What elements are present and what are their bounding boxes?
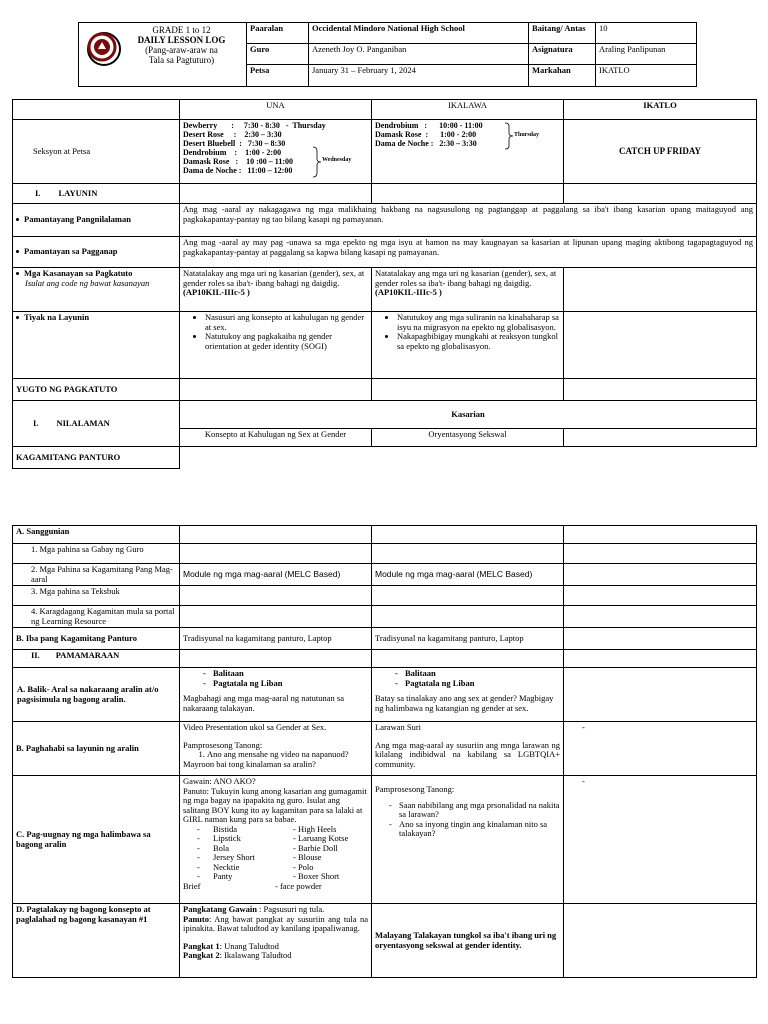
balik-una [180, 668, 372, 722]
pangnilalaman-label-text: Pamantayang Pangnilalaman [24, 214, 131, 225]
baitang-label: Baitang/ Antas [529, 23, 596, 44]
guro-label: Guro [247, 44, 309, 65]
header-table [78, 22, 697, 87]
pag-uugnay-ikalawa-tanong: Pamprosesong Tanong: [375, 784, 455, 795]
panuto-value: : Ang bawat pangkat ay susuriin ang tula na ipinakita. Bawat taludtod ay kanilang ipapaliwanag. [183, 913, 368, 934]
seksyon-ikalawa [372, 120, 564, 184]
nilalaman-number: I. [33, 417, 39, 428]
dll-sub2: Tala sa Pagtuturo) [148, 55, 215, 66]
paghahabi-una-text: Video Presentation ukol sa Gender at Sex. [183, 722, 327, 733]
tanong-item: - Ano sa inyong tingin ang kinalaman nito sa talakayan? [399, 820, 560, 839]
pagtalakay-una [180, 904, 372, 978]
kasanayan-una-code: (AP10KIL-IIIc-5 ) [183, 287, 250, 298]
tiyak-label-text: Tiyak na Layunin [24, 312, 90, 322]
nilalaman-ikalawa: Oryentasyong Sekswal [372, 429, 564, 447]
school-seal [87, 32, 121, 66]
nilalaman-heading [13, 401, 180, 447]
gawain-label: Pangkatang Gawain [183, 904, 257, 915]
tiyak-label [13, 312, 180, 379]
day-una: UNA [180, 100, 372, 120]
gawain-value: : Pagsusuri ng tula. [256, 904, 325, 915]
dll-sub1: (Pang-araw-araw na [145, 45, 218, 56]
paghahabi-ikalawa-text: Larawan Suri [375, 722, 422, 733]
balik-una-text: Magbahagi ang mga mag-aaral ng natutunan sa nakaraang talakayan. [183, 693, 344, 713]
markahan-value: IKATLO [596, 65, 697, 87]
pag-uugnay-ikatlo: - [564, 776, 757, 904]
item-right: - Laruang Kotse [293, 833, 349, 844]
kasanayan-ikalawa-text: Natatalakay ang mga uri ng kasarian (gender), sex, at gender roles sa iba't- ibang bahagi ng daigdig. [375, 268, 557, 288]
item-left: Bola [213, 842, 230, 853]
guro-value: Azeneth Joy O. Panganiban [309, 44, 529, 65]
pag-uugnay-una [180, 776, 372, 904]
layunin-heading [13, 184, 180, 204]
item-left: Panty [213, 871, 233, 882]
asignatura-label: Asignatura [529, 44, 596, 65]
seksyon-label: Seksyon at Petsa [13, 120, 180, 184]
nilalaman-una: Konsepto at Kahulugan ng Sex at Gender [180, 429, 372, 447]
layunin-label: LAYUNIN [58, 187, 98, 198]
pangnilalaman-label [13, 204, 180, 237]
paghahabi-ikalawa [372, 722, 564, 776]
schedule-line: Desert Rose : 2:30 – 3:30 [183, 129, 282, 139]
pag-uugnay-label: C. Pag-uugnay ng mga halimbawa sa bagong aralin [13, 776, 180, 904]
paghahabi-label: B. Paghahabi sa layunin ng aralin [13, 722, 180, 776]
kagamitang-pang-label: 2. Mga Pahina sa Kagamitang Pang Mag-aaral [13, 564, 180, 586]
header-title-cell [79, 23, 247, 87]
balik-bullet: - Pagtatala ng Liban [213, 679, 368, 689]
schedule-line: Damask Rose : 10 :00 – 11:00 [183, 156, 293, 166]
dll-title: DAILY LESSON LOG [137, 35, 226, 46]
balik-bullet: - Pagtatala ng Liban [405, 679, 560, 689]
pag-uugnay-gawain: Gawain: ANO AKO? [183, 776, 256, 787]
petsa-label: Petsa [247, 65, 309, 87]
teksbuk-label: 3. Mga pahina sa Teksbuk [13, 586, 180, 606]
tiyak-item: • Natutukoy ang mga suliranin na kinahaharap sa isyu na migrasyon na epekto ng globalisasyon. [397, 313, 560, 332]
kasanayan-ikalawa [372, 268, 564, 312]
brief-right: - face powder [275, 880, 322, 891]
kasanayan-una [180, 268, 372, 312]
kasanayan-label [13, 268, 180, 312]
panuto-label: Panuto [183, 913, 209, 924]
markahan-label: Markahan [529, 65, 596, 87]
lesson-table-top [12, 99, 757, 469]
brief-left: Brief [183, 880, 201, 891]
item-dash: - [197, 871, 200, 882]
schedule-line: Dendrobium : 1:00 - 2:00 [183, 147, 282, 157]
pagganap-text: Ang mag -aaral ay may pag -unawa sa mga epekto ng mga isyu at hamon na may kaugnayan sa kasarian at lipunan upang maging aktibong tagapagtaguyod ng pagkakapantay-pantay at paggalang sa kapwa bilang kasapi ng pamayanan. [180, 237, 757, 268]
nilalaman-label: NILALAMAN [56, 417, 110, 428]
tiyak-item: • Natutukoy ang pagkakaiba ng gender orientation at geder identity (SOGI) [205, 332, 368, 351]
gabay-label: 1. Mga pahina sa Gabay ng Guro [13, 544, 180, 564]
pamamaraan-heading [13, 650, 180, 668]
schedule-line: Dewberry : 7:30 - 8:30 - Thursday [183, 121, 326, 130]
asignatura-value: Araling Panlipunan [596, 44, 697, 65]
day-ikalawa: IKALAWA [372, 100, 564, 120]
kasarian-label: Kasarian [180, 401, 757, 429]
paghahabi-una-extra: Mayroon bai tong kinalaman sa aralin? [183, 758, 316, 769]
pangkat2-value: : Ikalawang Taludtod [219, 950, 292, 961]
bracket-una-label: Wednesday [322, 157, 352, 163]
iba-pang-una: Tradisyunal na kagamitang panturo, Laptop [180, 628, 372, 650]
pagtalakay-label: D. Pagtalakay ng bagong konsepto at paglalahad ng bagong kasanayan #1 [13, 904, 180, 978]
schedule-line: Dama de Noche : 11:00 – 12:00 [183, 165, 293, 175]
kasanayan-label-text: Mga Kasanayan sa Pagkatuto [24, 268, 133, 278]
schedule-line: Damask Rose : 1:00 - 2:00 [375, 129, 477, 139]
balik-ikalawa [372, 668, 564, 722]
kagamitang-una: Module ng mga mag-aaral (MELC Based) [180, 564, 372, 586]
item-dash: - [197, 823, 200, 834]
pag-uugnay-panuto: Panuto: Tukuyin kung anong kasarian ang gumagamit ng mga bagay na ipapakita ng guro. Isulat ang salitang BOY kung ito ay kagamitan para sa lalaki at GIRL naman kung para sa babae. [183, 785, 367, 825]
tiyak-una [180, 312, 372, 379]
item-dash: - [197, 833, 200, 844]
grade-text: GRADE 1 to 12 [152, 25, 211, 35]
paghahabi-item: 1. Ano ang mensahe ng video na napanuod? [207, 750, 368, 760]
kagamitang-ikalawa: Module ng mga mag-aaral (MELC Based) [372, 564, 564, 586]
bracket-ikalawa-label: Thursday [514, 132, 540, 138]
balik-ikalawa-text: Batay sa tinalakay ano ang sex at gender? Magbigay ng halimbawa ng katangian ng gender at sex. [375, 693, 554, 713]
balik-bullet: - Balitaan [213, 669, 368, 679]
schedule-line: Desert Bluebell : 7:30 – 8:30 [183, 138, 286, 148]
pagganap-label [13, 237, 180, 268]
item-dash: - [197, 842, 200, 853]
sanggunian-label: A. Sanggunian [13, 526, 180, 544]
item-right: - High Heels [293, 823, 337, 834]
balik-label: A. Balik- Aral sa nakaraang aralin at/o pagsisimula ng bagong aralin. [13, 668, 180, 722]
paghahabi-una-tanong: Pamprosesong Tanong: [183, 739, 263, 750]
seksyon-una [180, 120, 372, 184]
layunin-number: I. [35, 187, 41, 198]
item-dash: - [197, 852, 200, 863]
item-left: Jersey Short [213, 852, 255, 863]
schedule-line: Dama de Noche : 2:30 – 3:30 [375, 138, 477, 148]
pamamaraan-number: II. [31, 650, 40, 661]
kasanayan-ikalawa-code: (AP10KIL-IIIc-5 ) [375, 287, 442, 298]
iba-pang-label: B. Iba pang Kagamitang Panturo [13, 628, 180, 650]
tanong-item: - Saan nabibilang ang mga prsonalidad na nakita sa larawan? [399, 801, 560, 820]
item-dash: - [197, 861, 200, 872]
schedule-line: Dendrobium : 10:00 - 11:00 [375, 121, 483, 130]
item-left: Necktie [213, 861, 240, 872]
paaralan-value: Occidental Mindoro National High School [309, 23, 529, 44]
pangkat2-label: Pangkat 2 [183, 950, 220, 961]
balik-bullet: - Balitaan [405, 669, 560, 679]
lesson-table-bottom [12, 525, 757, 978]
item-right: - Polo [293, 861, 314, 872]
petsa-value: January 31 – February 1, 2024 [309, 65, 529, 87]
paghahabi-una [180, 722, 372, 776]
paaralan-label: Paaralan [247, 23, 309, 44]
day-ikatlo: IKATLO [564, 100, 757, 120]
item-right: - Blouse [293, 852, 322, 863]
item-left: Bistida [213, 823, 238, 834]
paghahabi-ikalawa-body: Ang mga mag-aaral ay susuriin ang mnga larawan ng kilalang indibidwal na kabilang sa LGBTQIA+ community. [375, 739, 560, 769]
pangkat1-label: Pangkat 1 [183, 940, 220, 951]
pangnilalaman-text: Ang mag -aaral ay nakagagawa ng mga malikhaing hakbang na nagsusulong ng pagtanggap at paggalang sa iba't ibang kasarian upang maitaguyod ang pagkakapantay-pantay ng tao bilang kasapi ng pamayanan. [180, 204, 757, 237]
iba-pang-ikalawa: Tradisyunal na kagamitang panturo, Laptop [372, 628, 564, 650]
pagtalakay-ikalawa: Malayang Talakayan tungkol sa iba't ibang uri ng oryentasyong sekswal at gender identity. [372, 904, 564, 978]
tiyak-item: • Nakapagbibigay mungkahi at reaksyon tungkol sa epekto ng globalisasyon. [397, 332, 560, 351]
pangkat1-value: : Unang Taludtod [219, 940, 279, 951]
pagganap-label-text: Pamantayan sa Pagganap [24, 246, 118, 257]
kasanayan-una-text: Natatalakay ang mga uri ng kasarian (gender), sex, at gender roles sa iba't- ibang bahagi ng daigdig. [183, 268, 365, 288]
tiyak-ikalawa [372, 312, 564, 379]
kasanayan-sub: Isulat ang code ng bawat kasanayan [25, 277, 150, 288]
tiyak-item: • Nasusuri ang konsepto at kahulugan ng gender at sex. [205, 313, 368, 332]
paghahabi-ikatlo: - [564, 722, 757, 776]
item-left: Lipstick [213, 833, 241, 844]
karagdagang-label: 4. Karagdagang Kagamitan mula sa portal ng Learning Resource [13, 606, 180, 628]
kagamitan-label: KAGAMITANG PANTURO [13, 447, 180, 469]
yugto-label: YUGTO NG PAGKATUTO [13, 379, 180, 401]
baitang-value: 10 [596, 23, 697, 44]
catch-up-friday: CATCH UP FRIDAY [564, 120, 757, 184]
pamamaraan-label: PAMAMARAAN [55, 650, 120, 661]
item-right: - Boxer Short [293, 871, 340, 882]
pag-uugnay-ikalawa [372, 776, 564, 904]
item-right: - Barbie Doll [293, 842, 338, 853]
